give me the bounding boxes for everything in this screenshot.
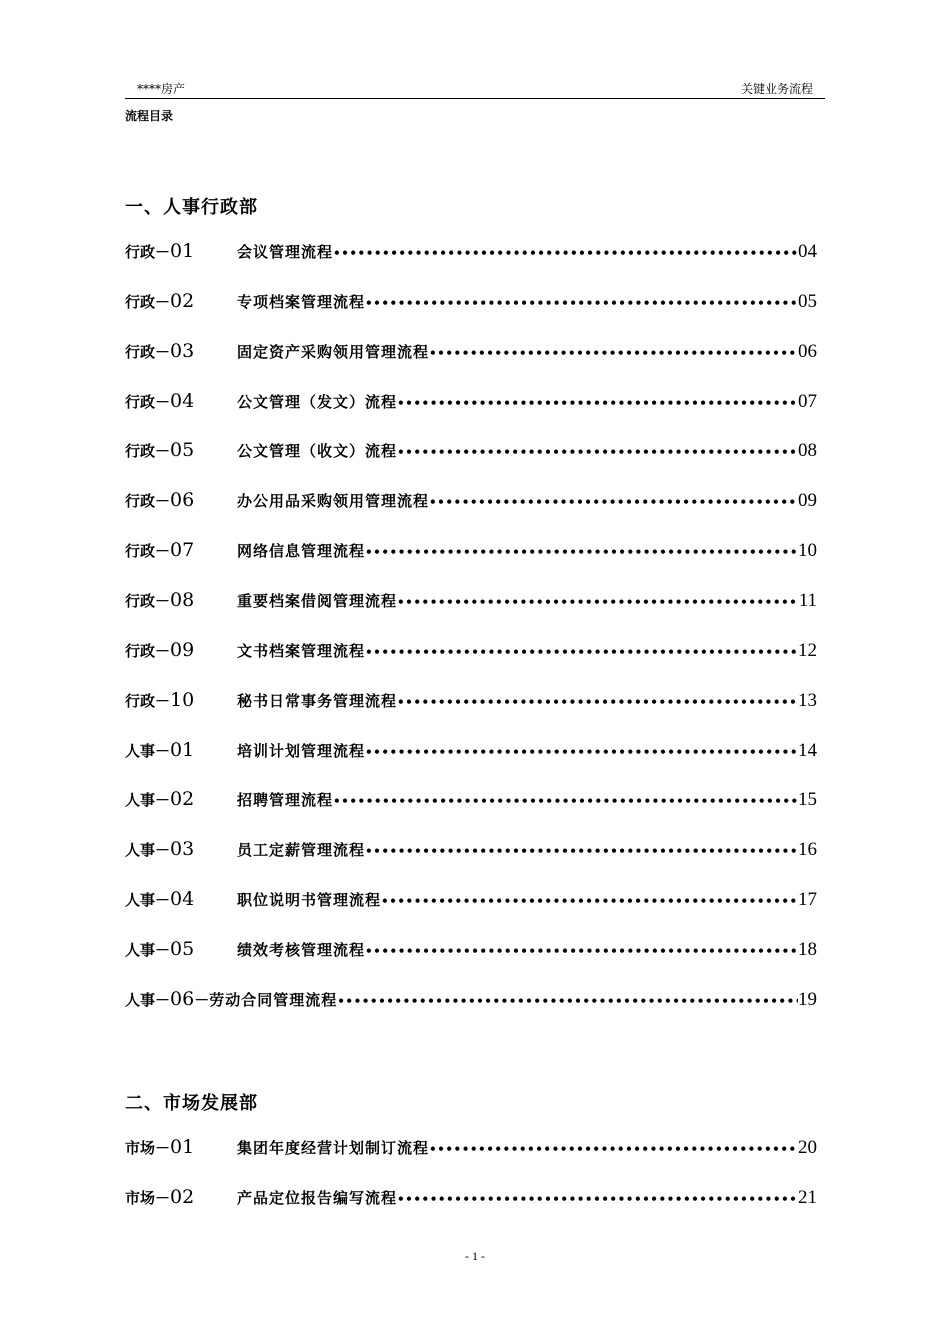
toc-dot-leader [397,595,799,609]
header-doc-title: 关键业务流程 [740,82,813,96]
toc-entry-code [125,340,237,362]
toc-entry-code [125,788,237,810]
toc-subtitle: 流程目录 [125,109,174,123]
toc-entry-title: 产品定位报告编写流程 [237,1188,398,1207]
toc-dot-leader [365,745,798,759]
toc-entry-code [125,639,237,661]
toc-entry[interactable] [125,739,817,765]
toc-entry-number: 06 [170,489,195,512]
toc-entry-number: 05 [170,937,195,960]
toc-entry-title: 专项档案管理流程 [237,292,366,311]
toc-entry[interactable] [125,988,817,1014]
toc-entry-prefix: 人事－ [125,791,171,810]
toc-entry-page: 09 [798,490,817,512]
toc-entry-prefix: 人事－ [125,891,171,910]
toc-entry-number: 08 [170,588,195,611]
toc-entry-code [125,489,237,511]
toc-dot-leader [333,794,798,808]
toc-entry-page: 11 [798,589,817,611]
section-heading: 二、市场发展部 [125,1093,258,1114]
toc-entry-code [125,938,237,960]
toc-entry-title: 办公用品采购领用管理流程 [237,492,430,511]
toc-entry[interactable] [125,689,817,715]
header-company: ****房产 [137,82,186,96]
toc-entry-prefix: 行政－ [125,292,171,311]
toc-entry-page: 08 [798,440,817,462]
toc-entry[interactable] [125,439,817,465]
toc-entry-number: 04 [170,888,195,911]
toc-entry-title: 员工定薪管理流程 [237,841,366,860]
toc-entry-prefix: 行政－ [125,243,171,261]
toc-entry-page: 15 [798,789,817,811]
toc-entry-page: 16 [798,839,817,861]
toc-entry[interactable] [125,1186,817,1212]
toc-entry[interactable] [125,240,817,266]
toc-entry-code [125,689,237,711]
toc-entry-title: 招聘管理流程 [237,791,334,810]
toc-entry-number: 09 [170,638,195,661]
toc-dot-leader [397,1192,798,1206]
toc-entry-page: 13 [798,689,817,711]
toc-entry-code [125,290,237,312]
page-header [125,78,825,99]
toc-entry-number: 06 [170,987,195,1010]
toc-entry[interactable] [125,390,817,416]
toc-entry-title: 文书档案管理流程 [237,641,366,660]
toc-entry-prefix: 行政－ [125,641,171,660]
toc-entry-prefix: 行政－ [125,691,171,710]
toc-entry-title: 公文管理（发文）流程 [237,392,398,411]
toc-entry-prefix: 行政－ [125,591,171,610]
toc-entry-number: 03 [170,339,195,362]
toc-entry-number: 02 [170,1185,195,1208]
toc-entry-code [125,988,209,1010]
toc-dot-leader [365,944,798,958]
toc-entry-code [125,539,237,561]
toc-dot-leader [397,396,798,410]
toc-entry-prefix: 人事－ [125,940,171,959]
toc-entry-code [125,240,237,262]
toc-dot-leader [365,545,798,559]
toc-dot-leader [429,1142,798,1156]
toc-entry-prefix: 人事－ [125,990,171,1009]
toc-dot-leader [365,844,798,858]
toc-entry-number: 04 [170,389,195,412]
toc-entry-title: 劳动合同管理流程 [209,990,338,1009]
toc-entry-prefix: 人事－ [125,841,171,860]
toc-entry-page: 07 [798,390,817,412]
toc-entry-prefix: 市场－ [125,1139,171,1157]
toc-entry-number: 10 [170,688,195,711]
toc-entry-number: 02 [170,788,195,811]
toc-entry-prefix: 行政－ [125,392,171,411]
toc-entry-code [125,838,237,860]
toc-entry[interactable] [125,788,817,814]
toc-entry-title: 固定资产采购领用管理流程 [237,342,430,361]
toc-entry-code [125,1136,237,1158]
toc-entry-number: 01 [170,1136,195,1158]
toc-entry-separator: － [194,990,210,1009]
toc-dot-leader [397,695,798,709]
toc-entry-number: 05 [170,439,195,462]
toc-entry-prefix: 行政－ [125,492,171,511]
toc-dot-leader [381,894,798,908]
toc-entry[interactable] [125,838,817,864]
toc-entry-page: 04 [798,241,817,262]
toc-entry-prefix: 行政－ [125,442,171,461]
toc-entry[interactable] [125,489,817,515]
toc-entry[interactable] [125,589,817,615]
toc-entry-code [125,739,237,761]
toc-entry-title: 公文管理（收文）流程 [237,442,398,461]
toc-entry[interactable] [125,938,817,964]
toc-entry-code [125,589,237,611]
toc-entry-title: 绩效考核管理流程 [237,940,366,959]
toc-dot-leader [397,445,798,459]
toc-entry-page: 14 [798,739,817,761]
toc-entry-code [125,390,237,412]
toc-entry-number: 01 [170,738,195,761]
toc-entry-title: 职位说明书管理流程 [237,891,382,910]
toc-entry-title: 会议管理流程 [237,243,334,261]
toc-entry-prefix: 行政－ [125,342,171,361]
toc-entry-title: 重要档案借阅管理流程 [237,591,398,610]
toc-entry-prefix: 市场－ [125,1188,171,1207]
toc-entry[interactable] [125,290,817,316]
toc-entry-prefix: 行政－ [125,542,171,561]
toc-entry-page: 19 [798,988,817,1010]
toc-entry-page: 06 [798,340,817,362]
toc-entry-page: 05 [798,290,817,312]
toc-entry-code [125,888,237,910]
toc-entry-page: 12 [798,639,817,661]
toc-dot-leader [365,645,798,659]
toc-entry-title: 培训计划管理流程 [237,741,366,760]
section-heading: 一、人事行政部 [125,197,258,218]
toc-entry-title: 秘书日常事务管理流程 [237,691,398,710]
toc-entry-title: 集团年度经营计划制订流程 [237,1139,430,1157]
toc-entry[interactable] [125,1136,817,1162]
toc-entry-code [125,439,237,461]
toc-entry-code [125,1186,237,1208]
toc-entry[interactable] [125,639,817,665]
toc-entry-title: 网络信息管理流程 [237,542,366,561]
toc-dot-leader [429,495,798,509]
toc-dot-leader [337,994,798,1008]
toc-entry[interactable] [125,539,817,565]
toc-entry[interactable] [125,888,817,914]
toc-dot-leader [365,296,798,310]
toc-entry-page: 10 [798,540,817,562]
toc-entry-page: 18 [798,938,817,960]
page-number: - 1 - [465,1249,485,1263]
toc-entry-page: 17 [798,889,817,911]
toc-entry-number: 07 [170,539,195,562]
toc-dot-leader [333,246,798,260]
toc-entry[interactable] [125,340,817,366]
toc-entry-number: 01 [170,240,195,262]
toc-entry-page: 20 [798,1137,817,1158]
toc-entry-page: 21 [798,1186,817,1208]
toc-dot-leader [429,346,798,360]
toc-entry-prefix: 人事－ [125,741,171,760]
toc-entry-number: 03 [170,838,195,861]
toc-entry-number: 02 [170,289,195,312]
